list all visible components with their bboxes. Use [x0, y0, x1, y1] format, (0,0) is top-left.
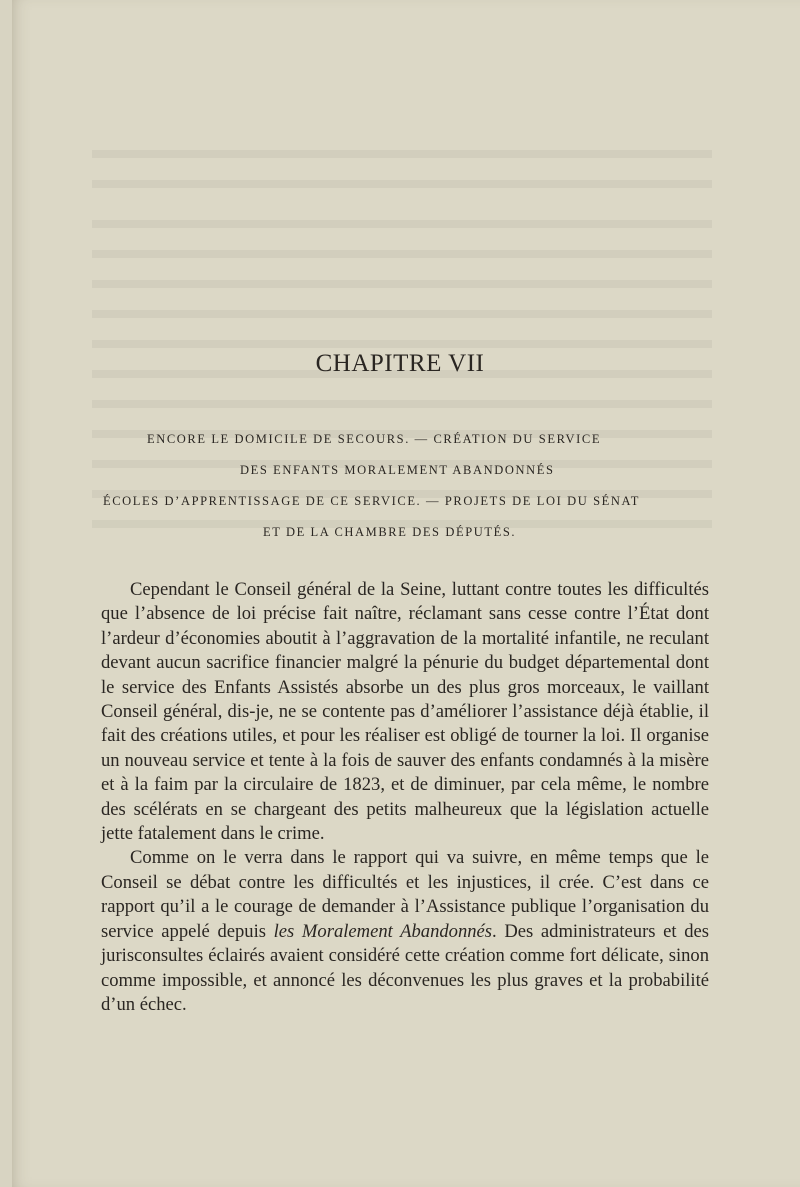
summary-line-1: ENCORE LE DOMICILE DE SECOURS. — CRÉATION DU SERVICE: [147, 432, 602, 446]
paragraph-2-text-start: Comme on le verra dans le rapport qui va suivre, en même temps que le Conseil se débat contre les difficultés et les injustices, il crée. C’est dans ce rapport qu’il a le courage de demander à l’Assistance publique l’organisation du service appelé depuis: [101, 847, 709, 942]
chapter-title: CHAPITRE VII: [315, 350, 485, 377]
summary-line-4: ET DE LA CHAMBRE DES DÉPUTÉS.: [263, 525, 517, 539]
summary-line-3: ÉCOLES D’APPRENTISSAGE DE CE SERVICE. — PROJETS DE LOI DU SÉNAT: [103, 494, 640, 508]
body-text: [101, 578, 709, 1017]
paragraph-2-italic-term: les Moralement Abandonnés: [273, 920, 493, 942]
chapter-summary: [95, 424, 715, 548]
paragraph-2: [101, 846, 709, 1017]
summary-line-2: DES ENFANTS MORALEMENT ABANDONNÉS: [240, 463, 555, 477]
paragraph-2-text-end: . Des administrateurs et des jurisconsultes éclairés avaient considéré cette création comme fort délicate, sinon comme impossible, et annoncé les déconvenues les plus graves et la probabilité d’un échec.: [101, 920, 709, 1015]
paragraph-1: Cependant le Conseil général de la Seine, luttant contre toutes les difficultés que l’absence de loi précise fait naître, réclamant sans cesse contre l’État dont l’ardeur d’économies aboutit à l’aggravation de la mortalité infantile, ne reculant devant aucun sacrifice financier malgré la pénurie du budget départemental dont le service des Enfants Assistés absorbe un des plus gros morceaux, le vaillant Conseil général, dis-je, ne se contente pas d’améliorer l’assistance déjà établie, il fait des créations utiles, et pour les réaliser est obligé de tourner la loi. Il organise un nouveau service et tente à la fois de sauver des enfants condamnés à la misère et à la faim par la circulaire de 1823, et de diminuer, par cela même, le nombre des scélérats en se chargeant des petits malheureux que la législation actuelle jette fatalement dans le crime.: [101, 579, 709, 845]
